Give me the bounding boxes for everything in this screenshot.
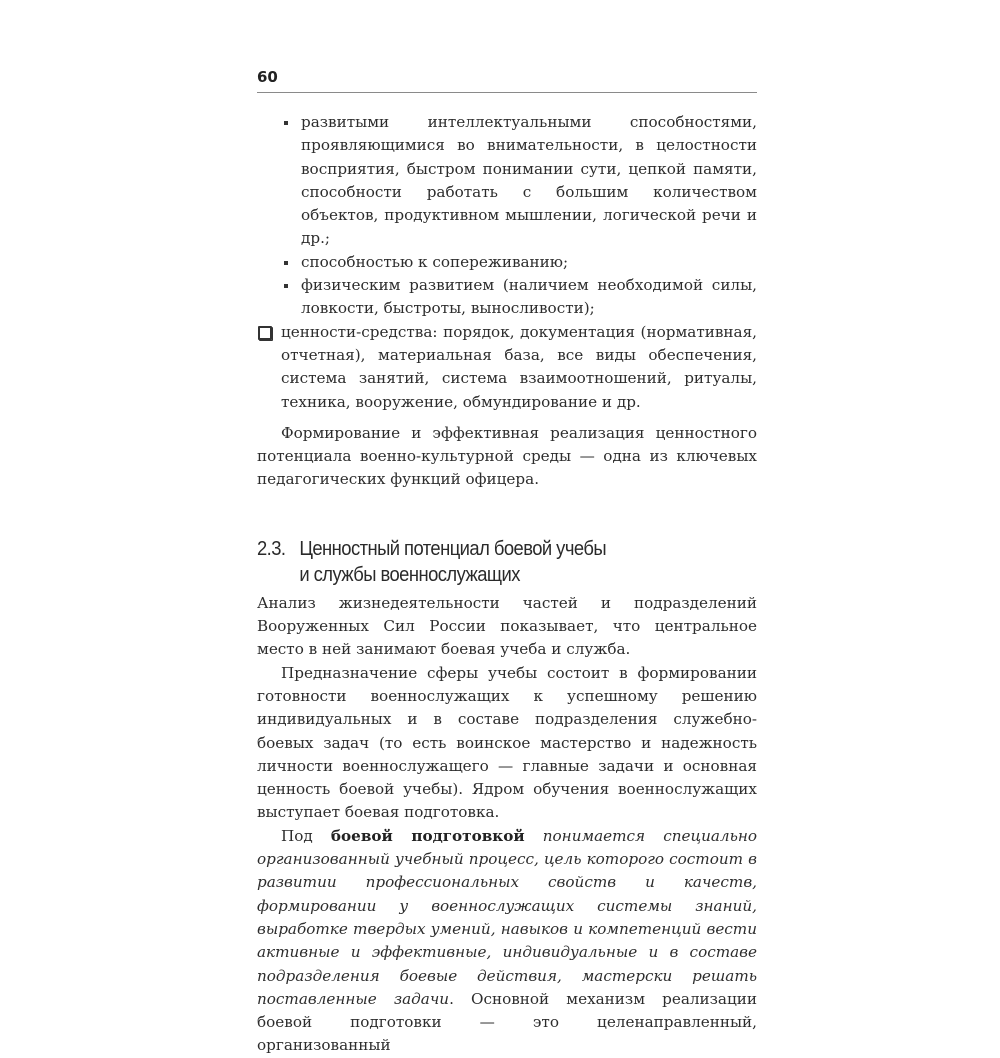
defined-term: боевой подготовкой	[330, 826, 525, 845]
list-item	[257, 321, 757, 414]
list-item	[257, 111, 757, 251]
running-header	[257, 66, 757, 93]
section-number: 2.3.	[257, 537, 286, 560]
sub-bullet-list	[257, 111, 757, 321]
list-item-text: способностью к сопереживанию;	[301, 252, 569, 271]
list-item	[257, 274, 757, 321]
list-item	[257, 251, 757, 274]
checkbox-outline-icon	[258, 326, 272, 340]
paragraph-text: Под	[281, 826, 331, 845]
page-body	[257, 111, 757, 1058]
paragraph: Формирование и эффективная реализация ценностного потенциала военно-культурной среды — одна из ключевых педагогических функций офицера.	[257, 423, 757, 489]
section-title-line: и службы военнослужащих	[299, 563, 520, 586]
page-number: 60	[257, 68, 278, 86]
definition-text: понимается специально организованный учебный процесс, цель которого состоит в развитии профессиональных свойств и качеств, формировании у военнослужащих системы знаний, выработке твердых умений, навыков и компетенций вести активные и эффективные, индивидуальные и в составе подразделения боевые действия, мастерски решать поставленные задачи	[257, 826, 758, 1008]
section-heading	[257, 536, 717, 588]
list-item-text: развитыми интеллектуальными способностями, проявляющимися во внимательности, в целостности восприятия, быстром понимании сути, цепкой памяти, способности работать с большим количеством объектов, продуктивном мышлении, логической речи и др.;	[301, 113, 757, 248]
list-item-text: физическим развитием (наличием необходимой силы, ловкости, быстроты, выносливости);	[301, 276, 757, 318]
paragraph: Анализ жизнедеятельности частей и подразделений Вооруженных Сил России показывает, что центральное место в ней занимают боевая учеба и служба.	[257, 593, 757, 659]
list-item-text: ценности-средства: порядок, документация (нормативная, отчетная), материальная база, все виды обеспечения, система занятий, система взаимоотношений, ритуалы, техника, вооружение, обмундирование и др.	[281, 322, 757, 411]
book-page	[257, 66, 757, 1058]
bullet-square-icon	[284, 121, 288, 125]
checkbox-bullet-list	[257, 321, 757, 414]
bullet-square-icon	[284, 284, 288, 288]
paragraph-text: . Основной механизм реализации боевой подготовки — это целенаправленный, организованный	[257, 989, 757, 1055]
paragraph: Предназначение сферы учебы состоит в формировании готовности военнослужащих к успешному решению индивидуальных и в составе подразделения служебно-боевых задач (то есть воинское мастерство и надежность личности военнослужащего — главные задачи и основная ценность боевой учебы). Ядром обучения военнослужащих выступает боевая подготовка.	[257, 663, 757, 822]
section-title-line: Ценностный потенциал боевой учебы	[299, 537, 606, 560]
bullet-square-icon	[284, 261, 288, 265]
definition-paragraph	[257, 825, 757, 1058]
